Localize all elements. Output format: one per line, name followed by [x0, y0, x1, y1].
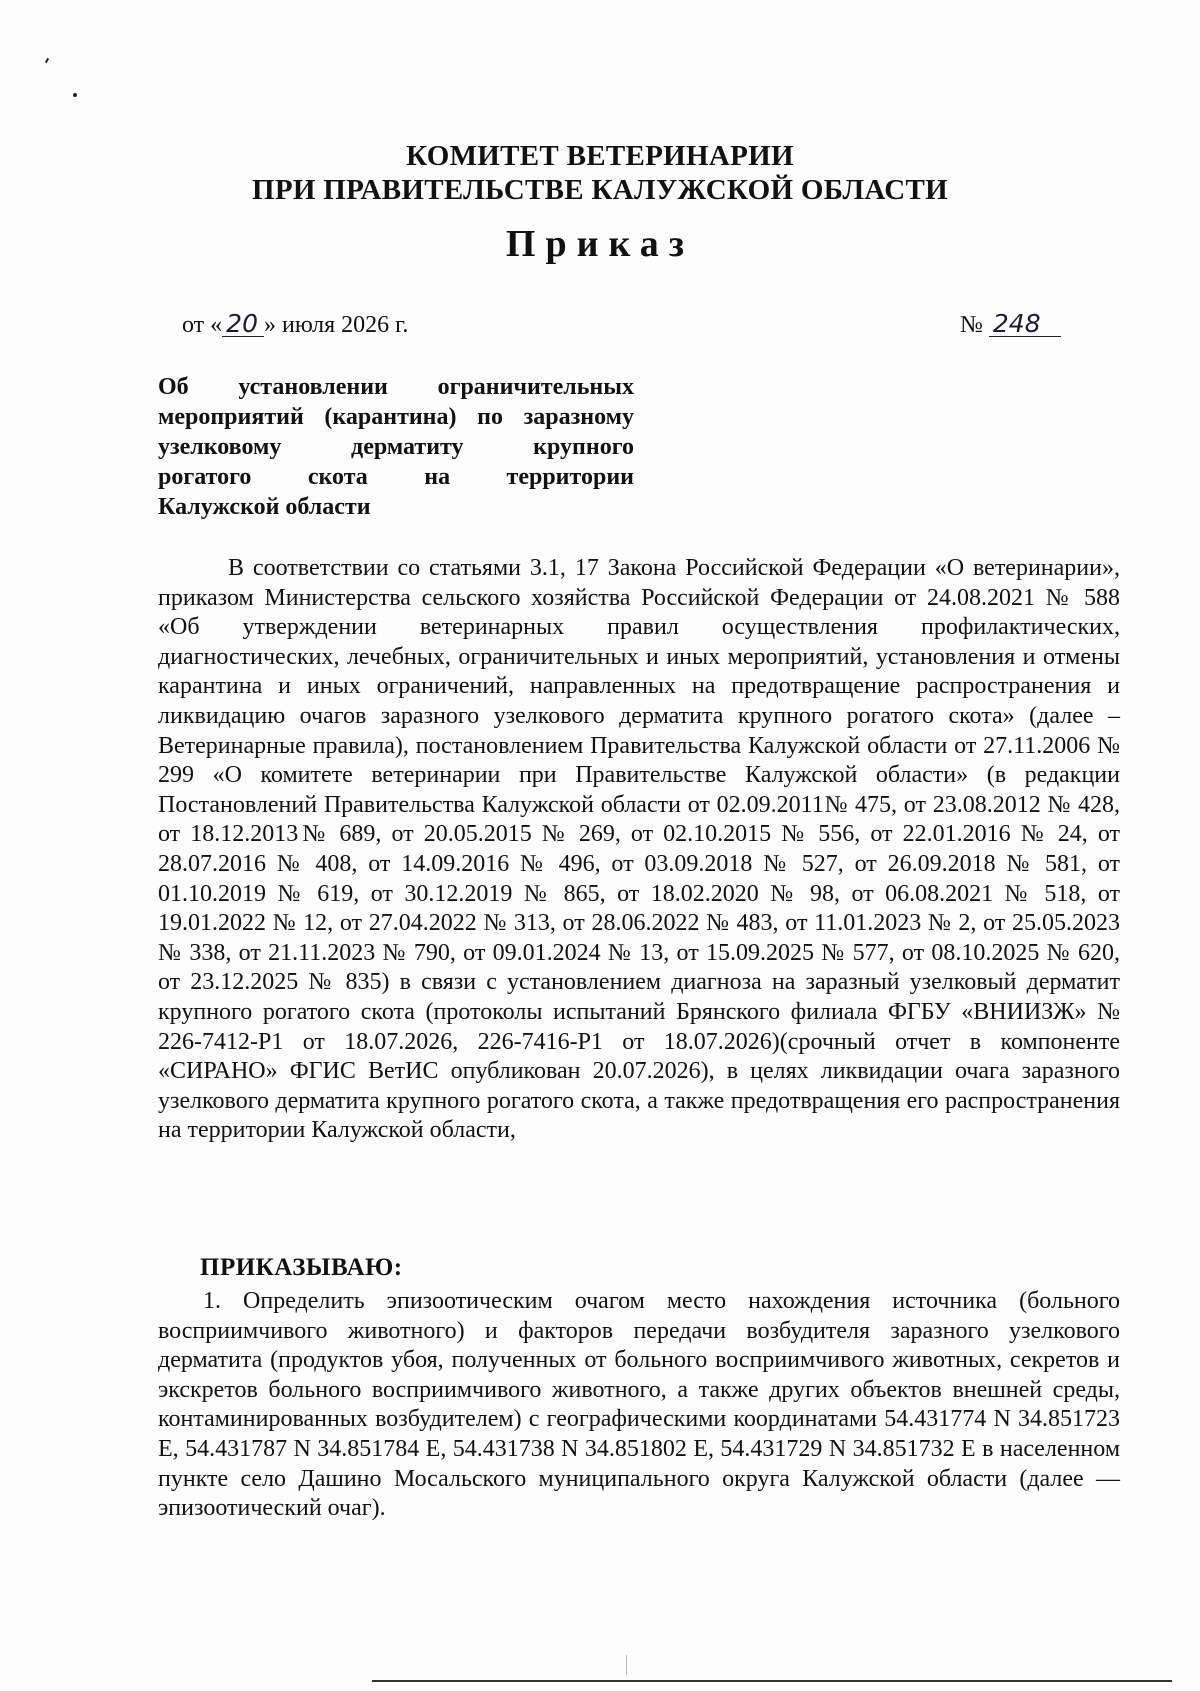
scan-speck	[73, 93, 77, 97]
scan-speck	[45, 58, 49, 63]
subject-line: Об установлении ограничительных	[158, 374, 634, 400]
number-prefix: №	[960, 312, 983, 338]
scan-mark	[626, 1655, 627, 1675]
order-number	[960, 309, 1061, 339]
handwritten-number: 248	[989, 312, 1061, 337]
subject-line: Калужской области	[158, 494, 371, 520]
handwritten-day: 20	[222, 312, 264, 337]
footer-rule	[372, 1680, 1172, 1682]
order-date	[182, 309, 409, 339]
order-subject	[158, 372, 634, 522]
document-type-title: Приказ	[505, 223, 695, 265]
org-name-line1: КОМИТЕТ ВЕТЕРИНАРИИ	[406, 140, 794, 172]
date-prefix: от «	[182, 312, 223, 338]
subject-line: рогатого скота на территории	[158, 464, 634, 490]
order-directive-heading: ПРИКАЗЫВАЮ:	[200, 1254, 403, 1281]
order-item-1: 1. Определить эпизоотическим очагом место нахождения источника (больного восприимчивого животного) и факторов передачи возбудителя заразного узелкового дерматита (продуктов убоя, полученных от больного восприимчивого животных, секретов и экскретов больного восприимчивого животного, а также других объектов внешней среды, контаминированных возбудителем) с географическими координатами 54.431774 N 34.851723 E, 54.431787 N 34.851784 E, 54.431738 N 34.851802 E, 54.431729 N 34.851732 E в населенном пункте село Дашино Мосальского муниципального округа Калужской области (далее — эпизоотический очаг).	[158, 1288, 1120, 1522]
subject-line: мероприятий (карантина) по заразному	[158, 404, 634, 430]
org-name-line2: ПРИ ПРАВИТЕЛЬСТВЕ КАЛУЖСКОЙ ОБЛАСТИ	[252, 174, 948, 206]
preamble-paragraph: В соответствии со статьями 3.1, 17 Закона Российской Федерации «О ветеринарии», приказом Министерства сельского хозяйства Российской Федерации от 24.08.2021 № 588 «Об утверждении ветеринарных правил осуществления профилактических, диагностических, лечебных, ограничительных и иных мероприятий, установления и отмены карантина и иных ограничений, направленных на предотвращение распространения и ликвидацию очагов заразного узелкового дерматита крупного рогатого скота» (далее – Ветеринарные правила), постановлением Правительства Калужской области от 27.11.2006 № 299 «О комитете ветеринарии при Правительстве Калужской области» (в редакции Постановлений Правительства Калужской области от 02.09.2011№ 475, от 23.08.2012 № 428, от 18.12.2013№ 689, от 20.05.2015 № 269, от 02.10.2015 № 556, от 22.01.2016 № 24, от 28.07.2016 № 408, от 14.09.2016 № 496, от 03.09.2018 № 527, от 26.09.2018 № 581, от 01.10.2019 № 619, от 30.12.2019 № 865, от 18.02.2020 № 98, от 06.08.2021 № 518, от 19.01.2022 № 12, от 27.04.2022 № 313, от 28.06.2022 № 483, от 11.01.2023 № 2, от 25.05.2023 № 338, от 21.11.2023 № 790, от 09.01.2024 № 13, от 15.09.2025 № 577, от 08.10.2025 № 620, от 23.12.2025 № 835) в связи с установлением диагноза на заразный узелковый дерматит крупного рогатого скота (протоколы испытаний Брянского филиала ФГБУ «ВНИИЗЖ» № 226-7412-Р1 от 18.07.2026, 226-7416-Р1 от 18.07.2026)(срочный отчет в компоненте «СИРАНО» ФГИС ВетИС опубликован 20.07.2026), в целях ликвидации очага заразного узелкового дерматита крупного рогатого скота, а также предотвращения его распространения на территории Калужской области,	[158, 555, 1120, 1144]
subject-line: узелковому дерматиту крупного	[158, 434, 634, 460]
date-suffix: » июля 2026 г.	[263, 312, 409, 338]
